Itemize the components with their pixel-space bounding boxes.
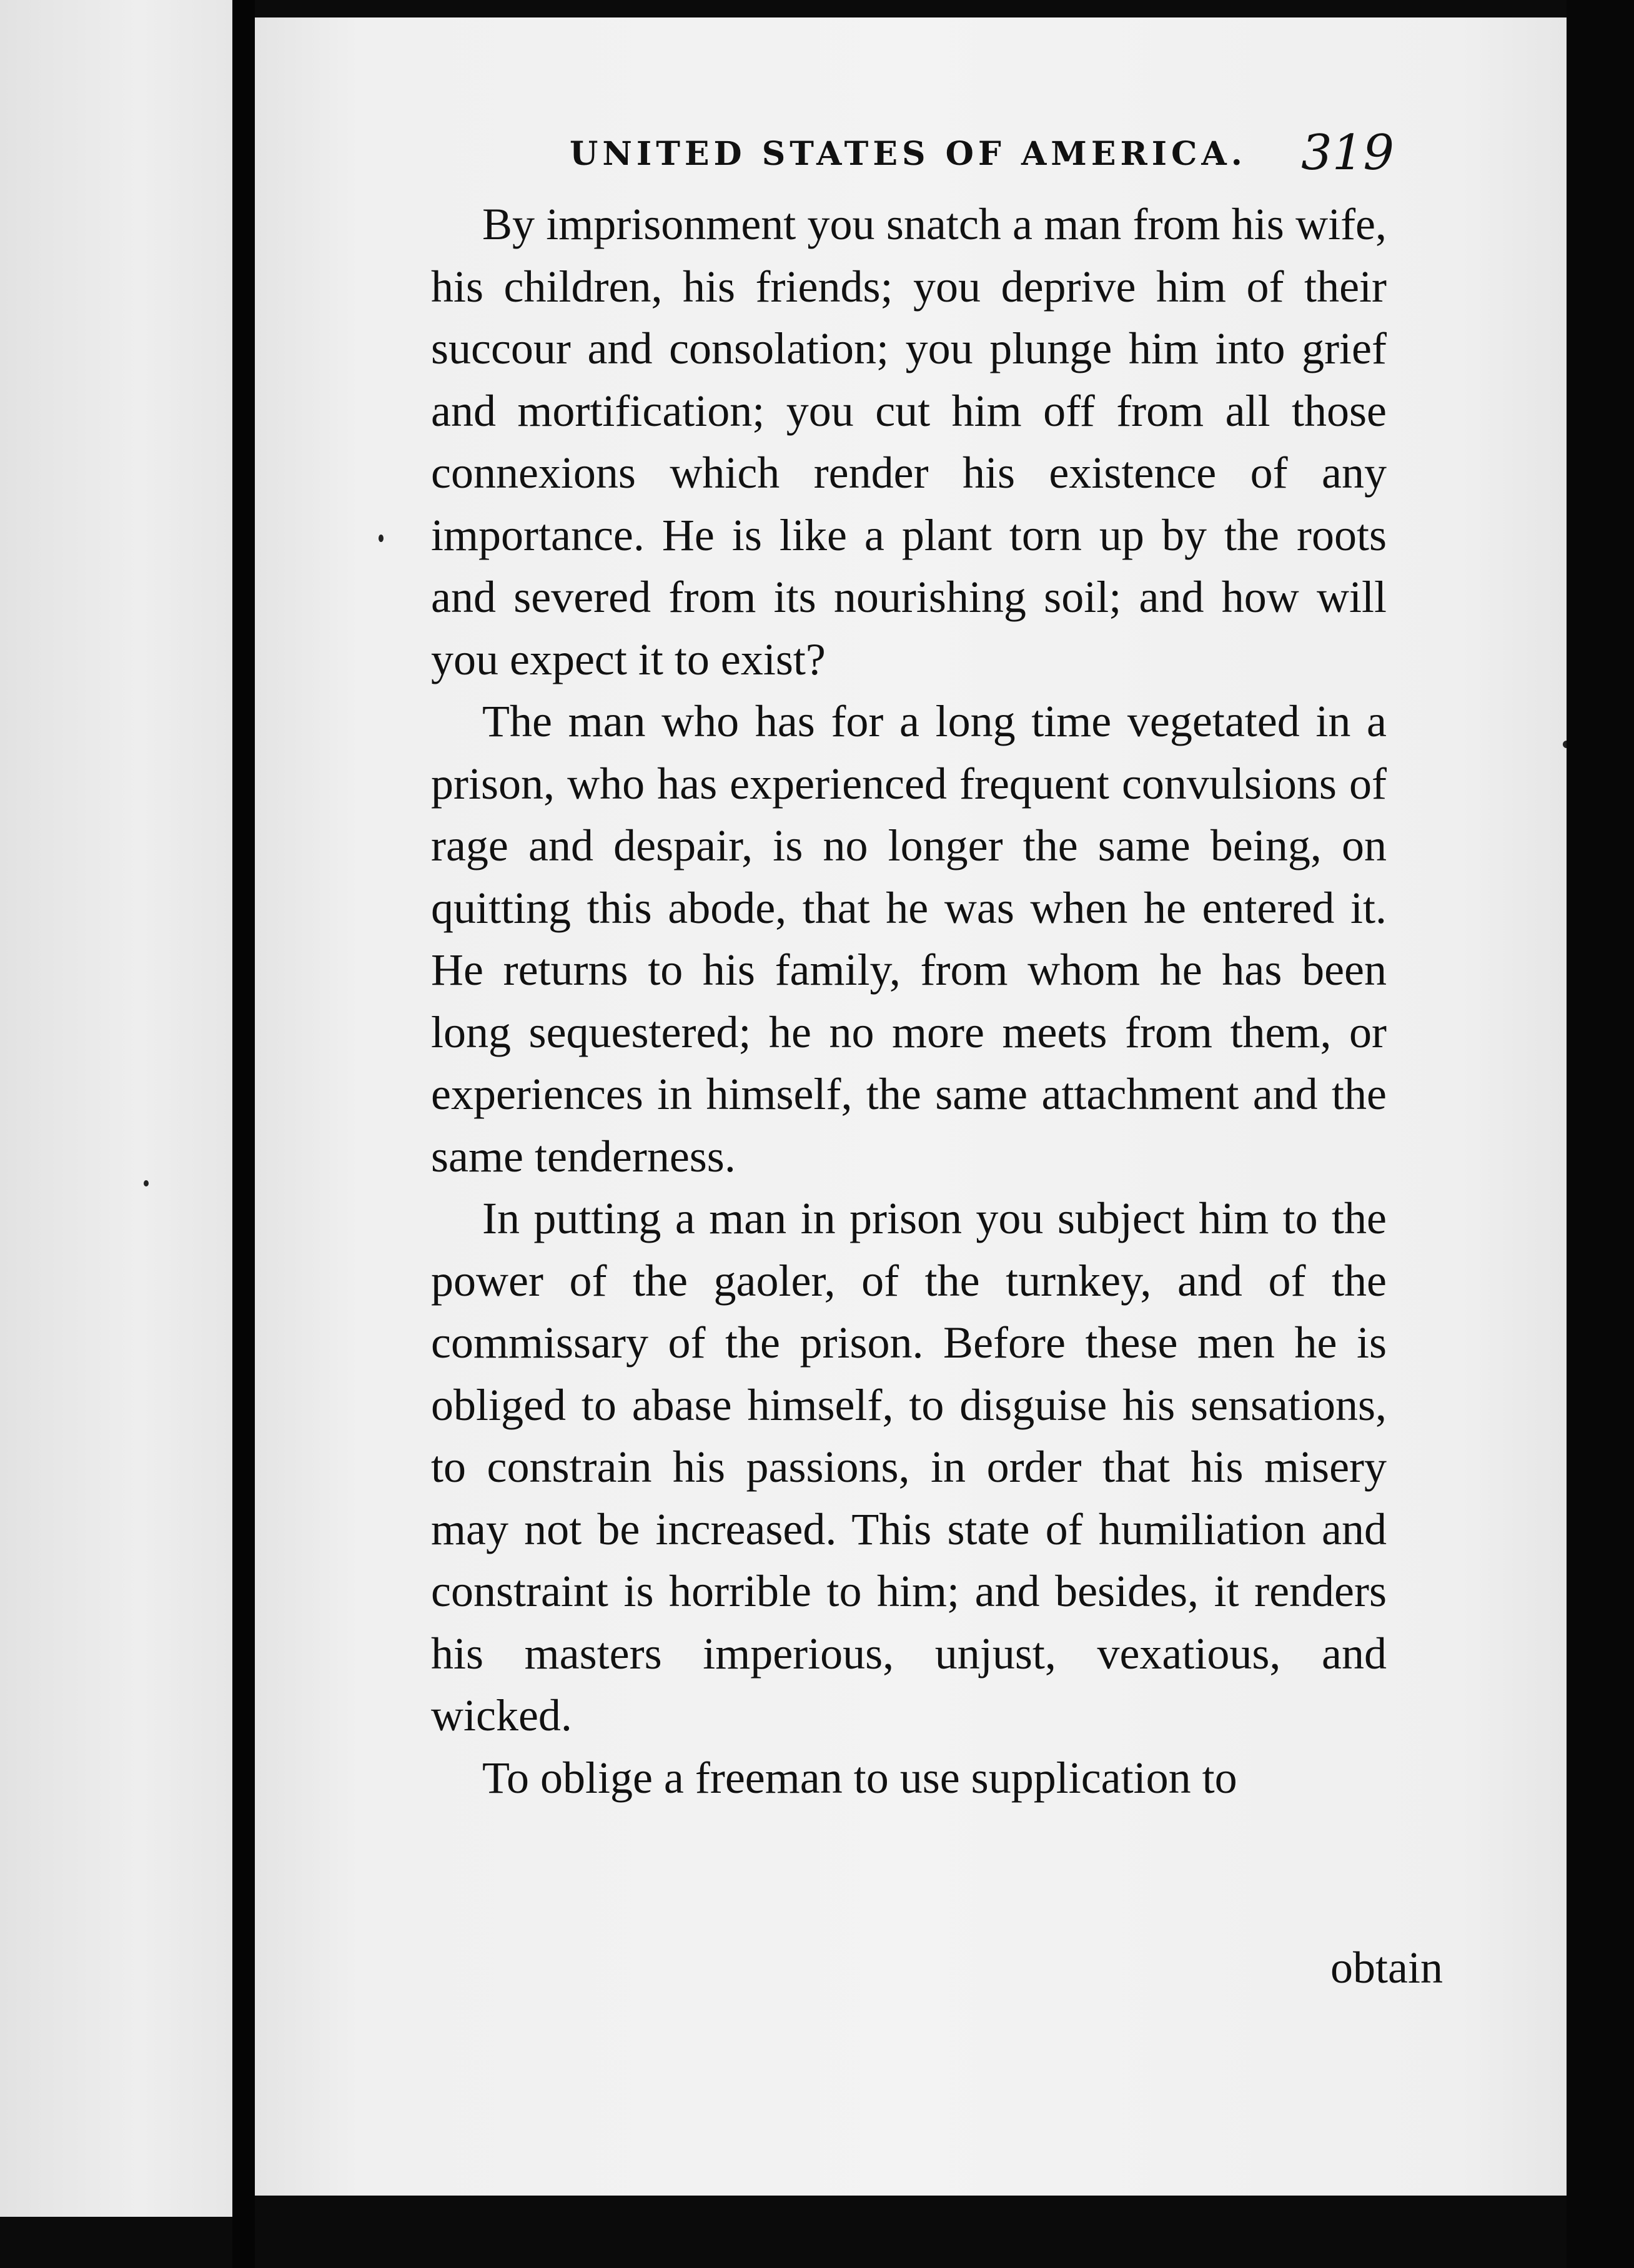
page-number: 319 [1301, 125, 1394, 181]
ink-speck [379, 535, 384, 542]
page-body-text [431, 194, 1387, 1809]
right-page-edge [1567, 0, 1634, 2268]
ink-speck [144, 1180, 149, 1186]
paragraph-3: In putting a man in prison you subject him to the power of the gaoler, of the turnkey, and of the commissary of the prison. Before these men he is obliged to abase himself, to disguise his sensations, to constrain his passions, in order that his misery may not be increased. This state of humiliation and constraint is horrible to him; and besides, it renders his masters imperious, unjust, vexatious, and wicked. [431, 1193, 1387, 1740]
book-gutter [232, 0, 255, 2268]
running-head: UNITED STATES OF AMERICA. [570, 135, 1247, 173]
catchword: obtain [1330, 1943, 1443, 1993]
page-header [570, 125, 1394, 200]
paragraph-4: To oblige a freeman to use supplication to [482, 1752, 1237, 1803]
paragraph-2: The man who has for a long time vegetated in a prison, who has experienced frequent convulsions of rage and despair, is no longer the same being, on quitting this abode, that he was when he entered it. He returns to his family, from whom he has been long sequestered; he no more meets from them, or experiences in himself, the same attachment and the same tenderness. [431, 696, 1387, 1181]
paragraph-1: By imprisonment you snatch a man from his wife, his children, his friends; you deprive him of their succour and consolation; you plunge him into grief and mortification; you cut him off from all those connexions which render his existence of any importance. He is like a plant torn up by the roots and severed from its nourishing soil; and how will you expect it to exist? [431, 199, 1387, 684]
left-page-edge [0, 0, 232, 2217]
